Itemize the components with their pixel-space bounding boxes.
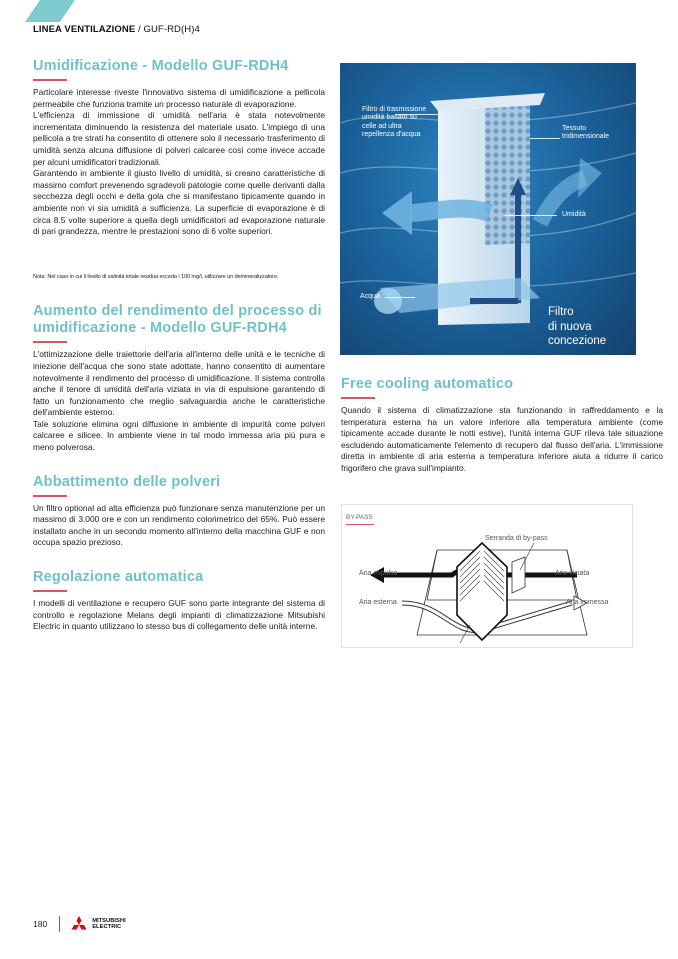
section-dust xyxy=(33,474,325,549)
label-filter: Filtro di trasmissione umidità basato su celle ad ultra repellenza d'acqua xyxy=(362,106,427,139)
caption-line-2: di nuova xyxy=(548,321,592,333)
paragraph: Un filtro optional ad alta efficienza può funzionare senza manutenzione per un massimo di 3.000 ore e con un rendimento colorimetrico del 65%. Può essere installato anche in un secondo momento all'interno della macchina GUF e non occupa spazio prezioso. xyxy=(33,502,325,548)
label-supply: Aria immessa xyxy=(566,599,609,606)
title-underline xyxy=(33,341,67,343)
callout-line xyxy=(530,138,560,139)
footer-divider xyxy=(59,916,60,932)
label-water: Acqua xyxy=(360,293,380,300)
left-column xyxy=(33,58,325,633)
bypass-diagram xyxy=(341,504,633,648)
header-model: GUF-RD(H)4 xyxy=(143,24,200,35)
label-fabric: Tessuto tridimensionale xyxy=(562,125,610,141)
paragraph: L'efficienza di immissione di umidità nell'aria è stata notevolmente incrementata diminuendo la resistenza del materiale usato. L'impiego di una pellicola a tre strati ha consentito di ottenere solo il necessario trasferimento di umidità senza alcuna diffusione di polveri calcaree così come invece accade per alcuni umidificatori tradizionali. xyxy=(33,110,325,167)
label-damper: Serranda di by-pass xyxy=(485,535,548,542)
section-free-cooling xyxy=(341,376,661,475)
title-underline xyxy=(33,495,67,497)
title-underline xyxy=(33,79,67,81)
brand-name xyxy=(92,918,126,930)
section-efficiency xyxy=(33,303,325,453)
paragraph: Particolare interesse riveste l'innovativo sistema di umidificazione a pellicola permeabile che funziona tramite un processo naturale di evaporazione. xyxy=(33,87,325,109)
filter-illustration xyxy=(340,63,636,355)
caption-line-1: Filtro xyxy=(548,306,574,318)
page-number: 180 xyxy=(33,919,48,929)
callout-line xyxy=(505,215,557,216)
brand-line-2: ELECTRIC xyxy=(92,924,122,930)
bypass-title: BY-PASS xyxy=(346,514,373,521)
mitsubishi-logo-icon xyxy=(70,916,88,932)
section-title: Abbattimento delle polveri xyxy=(33,473,221,490)
label-outdoor: Aria esterna xyxy=(359,599,397,606)
section-regulation xyxy=(33,569,325,633)
page-footer xyxy=(33,916,126,932)
label-stale: Aria viziata xyxy=(555,570,590,577)
right-column xyxy=(341,376,661,475)
label-exhaust: Aria espulsa xyxy=(359,570,398,577)
header-section: LINEA VENTILAZIONE xyxy=(33,24,136,35)
section-title: Umidificazione - Modello GUF-RDH4 xyxy=(33,58,289,74)
section-title: Regolazione automatica xyxy=(33,569,204,586)
paragraph: Garantendo in ambiente il giusto livello di umidità, si creano caratteristiche di massimo comfort prevenendo sgradevoli patologie come quelle derivanti dalla secchezza degli occhi e della gola che si manifestano tipicamente quando in ambiente non vi sia umidità a sufficienza. La superficie di evaporazione è di circa 8.5 volte superiore a quella degli umidificatori ad evaporazione naturale di pari grandezza, mentre le prestazioni sono di 6 volte superiori. xyxy=(33,168,325,237)
paragraph: I modelli di ventilazione e recupero GUF sono parte integrante del sistema di controllo e regolazione Melans degli impianti di climatizzazione Mitsubishi Electric in quanto utilizzano lo stesso bus di collegamento delle unità interne. xyxy=(33,598,325,632)
title-underline xyxy=(33,590,67,592)
paragraph: Quando il sistema di climatizzazione sta funzionando in raffreddamento e la temperatura esterna ha un valore inferiore alla temperatura ambiente (come tipicamente accade durante le notti estive), l'unità interna GUF rileva tale situazione escludendo automaticamente l'elemento di recupero dal flusso dell'aria. L'immissione diretta in ambiente di aria esterna a temperatura inferiore aiuta a ridurre il carico frigorifero che grava sull'impianto. xyxy=(341,405,663,473)
page-header xyxy=(33,24,200,35)
section-title: Free cooling automatico xyxy=(341,376,514,392)
caption-line-3: concezione xyxy=(548,335,607,347)
paragraph: Tale soluzione elimina ogni diffusione in ambiente di impurità come polveri calcaree e silicee. In ambiente viene in tal modo immessa aria più pura e meno polverosa. xyxy=(33,418,325,453)
callout-line xyxy=(385,297,415,298)
note: Nota: Nel caso in cui il livello di salinità totale residua ecceda i 100 mg/l, utilizzare un demineralizzatore. xyxy=(33,273,279,280)
label-humidity: Umidità xyxy=(562,211,586,218)
title-underline xyxy=(341,397,375,399)
section-title: Aumento del rendimento del processo di umidificazione - Modello GUF-RDH4 xyxy=(33,303,322,337)
paragraph: L'ottimizzazione delle traiettorie dell'aria all'interno delle unità e le tecniche di iniezione dell'acqua che sono state adottate, hanno consentito di aumentare notevolmente il rendimento del processo di umidificazione. Il sistema controlla anche il tenore di umidità dell'aria viziata in via di espulsione garantendo di fatto un funzionamento che meglio salvaguardia anche le caratteristiche dell'ambiente esterno. xyxy=(33,349,325,418)
corner-tab-decoration xyxy=(0,0,80,22)
header-separator: / xyxy=(135,24,144,35)
section-humidification xyxy=(33,58,325,283)
brand-line-1: MITSUBISHI xyxy=(92,918,126,924)
